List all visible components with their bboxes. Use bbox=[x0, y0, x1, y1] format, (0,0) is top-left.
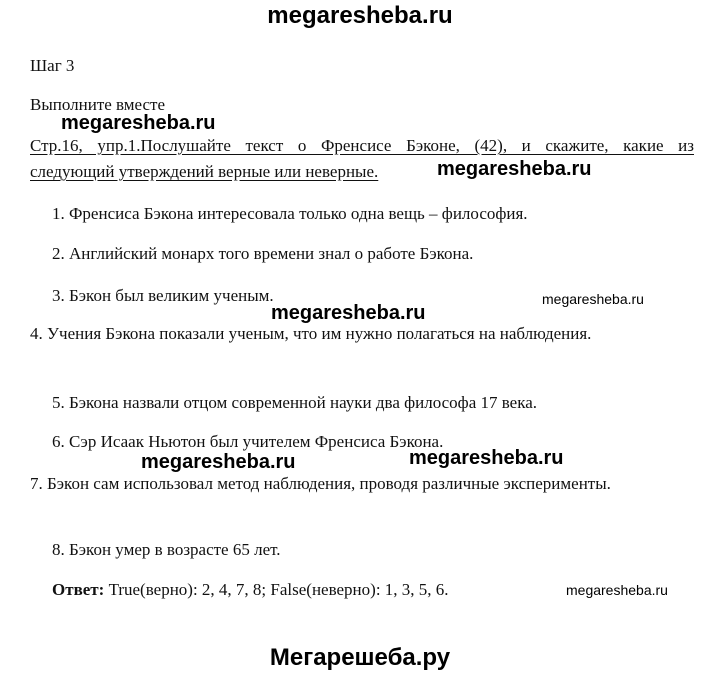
answer-line bbox=[52, 580, 449, 600]
watermark-item6-left: megaresheba.ru bbox=[141, 451, 296, 473]
task-instruction-line2: следующий утверждений верные или неверные. bbox=[30, 162, 379, 181]
statement-item-5: 5. Бэкона назвали отцом современной науки два философа 17 века. bbox=[52, 393, 538, 412]
watermark-top: megaresheba.ru bbox=[267, 2, 453, 29]
statement-item-3: 3. Бэкон был великим ученым. bbox=[52, 286, 274, 305]
watermark-item3-center: megaresheba.ru bbox=[271, 302, 426, 324]
statement-item-8: 8. Бэкон умер в возрасте 65 лет. bbox=[52, 540, 281, 559]
watermark-task-overlay: megaresheba.ru bbox=[437, 158, 592, 180]
statement-item-7: 7. Бэкон сам использовал метод наблюдения, проводя различные эксперименты. bbox=[30, 474, 611, 493]
watermark-title-overlay: megaresheba.ru bbox=[61, 112, 216, 134]
watermark-answer-right: megaresheba.ru bbox=[566, 582, 668, 598]
answer-text: True(верно): 2, 4, 7, 8; False(неверно): 1, 3, 5, 6. bbox=[104, 580, 449, 599]
watermark-item3-right: megaresheba.ru bbox=[542, 291, 644, 307]
statement-item-4: 4. Учения Бэкона показали ученым, что им нужно полагаться на наблюдения. bbox=[30, 324, 592, 343]
statement-item-6: 6. Сэр Исаак Ньютон был учителем Френсиса Бэкона. bbox=[52, 432, 444, 451]
step-heading: Шаг 3 bbox=[30, 56, 75, 75]
watermark-item6-right: megaresheba.ru bbox=[409, 447, 564, 469]
section-heading: Выполните вместе bbox=[30, 95, 166, 114]
statement-item-2: 2. Английский монарх того времени знал о работе Бэкона. bbox=[52, 244, 474, 263]
answer-label: Ответ: bbox=[52, 580, 105, 599]
statement-item-1: 1. Френсиса Бэкона интересовала только одна вещь – философия. bbox=[52, 204, 528, 223]
watermark-bottom: Мегарешеба.ру bbox=[269, 644, 451, 671]
task-instruction-line1: Стр.16, упр.1.Послушайте текст о Френсисе Бэконе, (42), и скажите, какие из bbox=[30, 136, 694, 155]
